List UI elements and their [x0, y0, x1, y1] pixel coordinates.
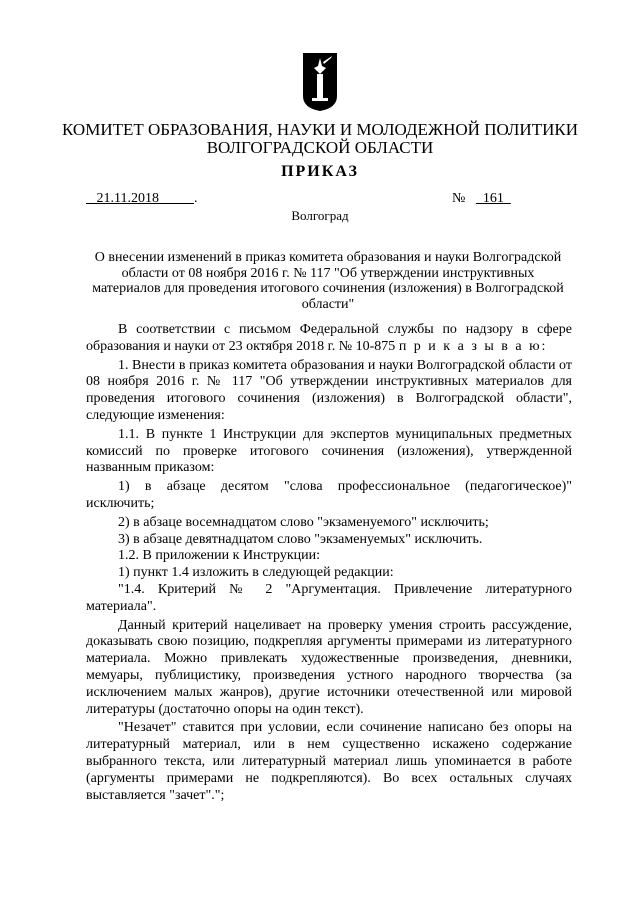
paragraph: 2) в абзаце восемнадцатом слово "экзаменуемого" исключить; [118, 514, 489, 530]
paragraph: "1.4. Критерий № 2 "Аргументация. Привлечение литературного материала". [86, 581, 572, 614]
number-value: 161 [482, 191, 504, 206]
document-number [452, 191, 511, 207]
paragraph-text: В соответствии с письмом Федеральной службы по надзору в сфере образования и науки от 23 октября 2018 г. № 10-875 [86, 322, 572, 354]
paragraph: Данный критерий нацеливает на проверку умения строить рассуждение, доказывать свою позицию, подкрепляя аргументы примерами из литературного материала. Можно привлекать художественные произведения, дневники, мемуары, публицистику, произведения устного народного творчества (за исключением малых жанров), другие источники отечественной или мировой литературы (достаточно опоры на один текст). [86, 617, 572, 717]
paragraph: 1) пункт 1.4 изложить в следующей редакции: [118, 565, 394, 581]
document-city: Волгоград [291, 208, 349, 223]
paragraph [86, 322, 572, 356]
number-label: № [452, 191, 466, 206]
date-value: 21.11.2018 [96, 191, 159, 206]
paragraph: 1.1. В пункте 1 Инструкции для экспертов муниципальных предметных комиссий по проверке итогового сочинения (изложения), утвержденной названным приказом: [86, 426, 572, 476]
document-type-title: ПРИКАЗ [281, 163, 359, 180]
document-subject: О внесении изменений в приказ комитета образования и науки Волгоградской области от 08 ноября 2016 г. № 117 "Об утверждении инструктивных материалов для проведения итогового сочинения (изложения) в Волгоградской области" [92, 250, 564, 312]
paragraph: 1.2. В приложении к Инструкции: [118, 548, 321, 564]
document-body [86, 322, 572, 804]
organization-name-line1: КОМИТЕТ ОБРАЗОВАНИЯ, НАУКИ И МОЛОДЕЖНОЙ ПОЛИТИКИ [62, 120, 578, 139]
order-word: п р и к а з ы в а ю: [398, 338, 548, 354]
paragraph: 1. Внести в приказ комитета образования и науки Волгоградской области от 08 ноября 2016 г. № 117 "Об утверждении инструктивных материалов для проведения итогового сочинения (изложения) в Волгоградской области", следующие изменения: [86, 357, 572, 423]
document-date: 21.11.2018 . [96, 191, 198, 206]
paragraph: "Незачет" ставится при условии, если сочинение написано без опоры на литературный материал, или в нем существенно искажено содержание выбранного текста, или литературный материал лишь упоминается в работе (аргументы примерами не подкрепляются). Во всех остальных случаях выставляется "зачет"."; [86, 720, 572, 803]
organization-name-line2: ВОЛГОГРАДСКОЙ ОБЛАСТИ [206, 138, 434, 157]
coat-of-arms-icon [302, 52, 338, 112]
paragraph: 1) в абзаце десятом "слова профессиональное (педагогическое)" исключить; [86, 479, 572, 511]
paragraph: 3) в абзаце девятнадцатом слово "экзаменуемых" исключить. [118, 531, 483, 547]
